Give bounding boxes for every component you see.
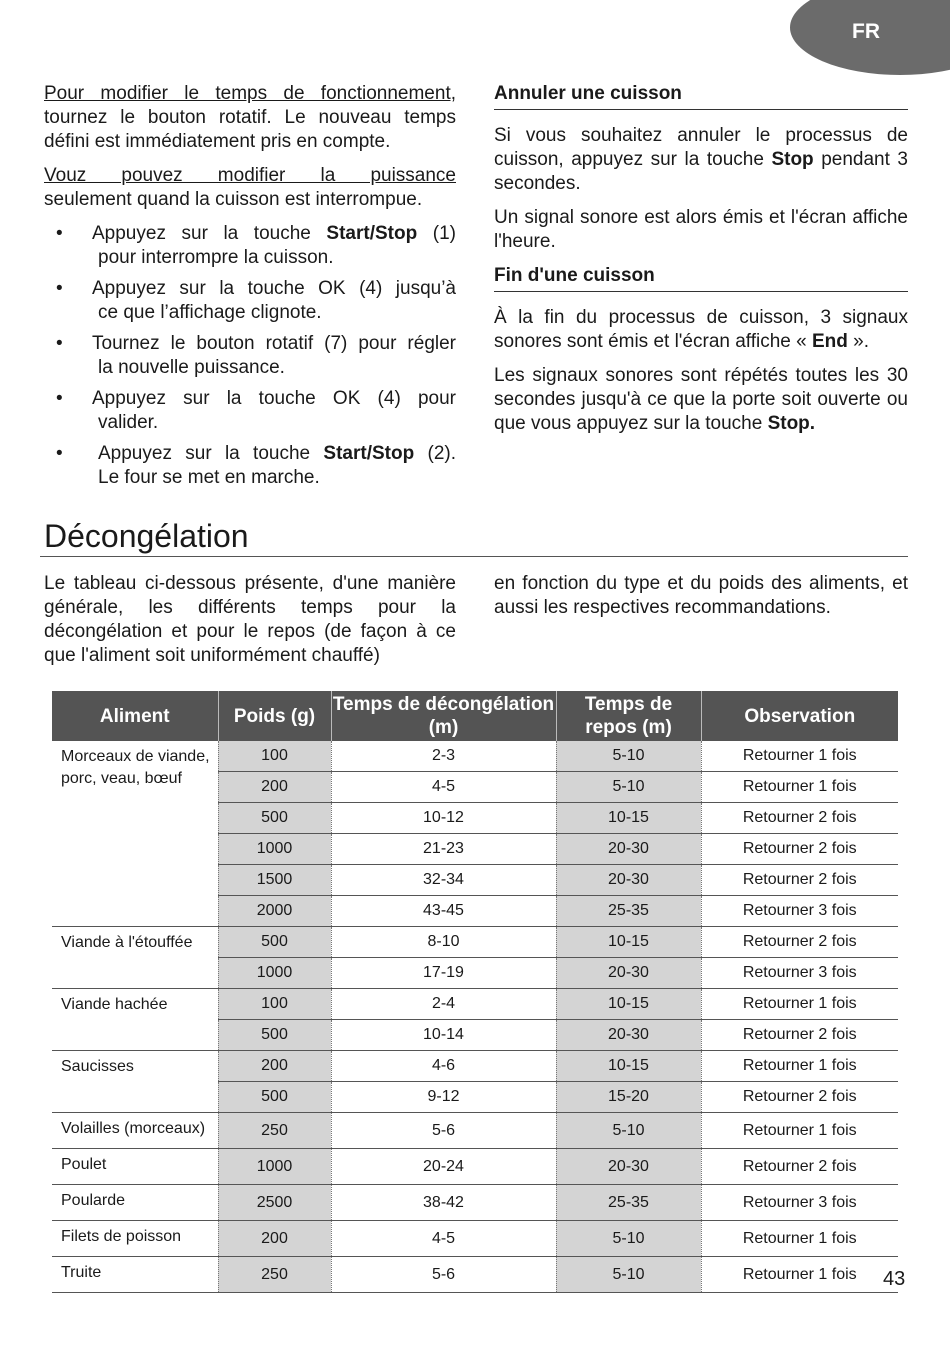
cell-weight: 200 [218,1051,331,1082]
cell-rest-time: 5-10 [556,741,701,772]
cell-weight: 200 [218,772,331,803]
cell-rest-time: 10-15 [556,1051,701,1082]
header-food: Aliment [52,691,218,741]
language-label: FR [852,20,880,43]
cell-food: Morceaux de viande, porc, veau, bœuf [52,741,218,927]
cell-rest-time: 25-35 [556,896,701,927]
cell-observation: Retourner 2 fois [701,803,898,834]
cell-rest-time: 5-10 [556,1257,701,1293]
cell-observation: Retourner 1 fois [701,1051,898,1082]
cell-observation: Retourner 1 fois [701,772,898,803]
cell-defrost-time: 5-6 [331,1257,556,1293]
cell-weight: 1000 [218,834,331,865]
cell-weight: 500 [218,803,331,834]
paragraph-power [44,164,456,212]
table-body [52,741,898,1293]
left-column [44,82,456,497]
cell-observation: Retourner 2 fois [701,1082,898,1113]
cell-observation: Retourner 1 fois [701,1113,898,1149]
cell-weight: 500 [218,1082,331,1113]
cell-food: Volailles (morceaux) [52,1113,218,1149]
cell-rest-time: 5-10 [556,1221,701,1257]
table-row [52,1185,898,1221]
cell-observation: Retourner 2 fois [701,834,898,865]
cell-food: Viande hachée [52,989,218,1051]
cell-defrost-time: 10-12 [331,803,556,834]
cell-weight: 250 [218,1113,331,1149]
table-row [52,741,898,772]
table-row [52,1113,898,1149]
list-item: • Appuyez sur la touche OK (4) pour valider. [56,388,456,433]
table-row [52,1051,898,1082]
section-title: Décongélation [44,518,249,554]
list-item: • Tournez le bouton rotatif (7) pour régler la nouvelle puissance. [56,333,456,378]
cell-defrost-time: 21-23 [331,834,556,865]
cell-weight: 1500 [218,865,331,896]
cell-defrost-time: 4-5 [331,1221,556,1257]
cell-food: Poularde [52,1185,218,1221]
cell-observation: Retourner 2 fois [701,865,898,896]
cell-defrost-time: 8-10 [331,927,556,958]
cell-food: Filets de poisson [52,1221,218,1257]
cell-observation: Retourner 1 fois [701,1257,898,1293]
cell-observation: Retourner 1 fois [701,1221,898,1257]
paragraph-text: tournez le bouton rotatif. Le nouveau temps défini est immédiatement pris en compte. [44,107,456,152]
cell-rest-time: 10-15 [556,989,701,1020]
intro-text: Le tableau ci-dessous présente, d'une manière générale, les différents temps pour la décongélation et pour le repos (de façon à ce que l'aliment soit uniformément chauffé) [44,573,456,666]
cell-defrost-time: 9-12 [331,1082,556,1113]
cell-observation: Retourner 3 fois [701,1185,898,1221]
cell-observation: Retourner 2 fois [701,1020,898,1051]
cell-observation: Retourner 1 fois [701,741,898,772]
paragraph-text: seulement quand la cuisson est interrompue. [44,189,423,210]
cell-defrost-time: 43-45 [331,896,556,927]
cell-rest-time: 10-15 [556,927,701,958]
table-row [52,989,898,1020]
table-row [52,927,898,958]
cell-rest-time: 20-30 [556,1149,701,1185]
list-item: • Appuyez sur la touche OK (4) jusqu’à ce que l’affichage clignote. [56,278,456,323]
cell-observation: Retourner 1 fois [701,989,898,1020]
cell-rest-time: 25-35 [556,1185,701,1221]
cell-defrost-time: 32-34 [331,865,556,896]
cell-rest-time: 5-10 [556,772,701,803]
right-column [494,82,908,446]
cell-weight: 2000 [218,896,331,927]
cell-rest-time: 20-30 [556,958,701,989]
cell-defrost-time: 2-4 [331,989,556,1020]
table-row [52,1149,898,1185]
cell-defrost-time: 4-6 [331,1051,556,1082]
list-item: • Appuyez sur la touche Start/Stop (1) pour interrompre la cuisson. [56,223,456,268]
cell-rest-time: 5-10 [556,1113,701,1149]
cell-weight: 1000 [218,1149,331,1185]
section-divider [40,556,908,557]
paragraph-cancel: Si vous souhaitez annuler le processus de cuisson, appuyez sur la touche Stop pendant 3 secondes. [494,125,908,194]
table-row [52,1221,898,1257]
intro-text: en fonction du type et du poids des aliments, et aussi les respectives recommandations. [494,573,908,618]
cell-food: Saucisses [52,1051,218,1113]
cell-rest-time: 15-20 [556,1082,701,1113]
heading-cancel: Annuler une cuisson [494,82,908,110]
cell-defrost-time: 5-6 [331,1113,556,1149]
underlined-text: Vouz pouvez modifier la puissance [44,165,456,186]
cell-food: Poulet [52,1149,218,1185]
cell-rest-time: 20-30 [556,865,701,896]
defrost-table [52,691,898,1293]
paragraph-repeat: Les signaux sonores sont répétés toutes les 30 secondes jusqu'à ce que la porte soit ouverte ou que vous appuyez sur la touche Stop. [494,365,908,434]
paragraph-signal: Un signal sonore est alors émis et l'écran affiche l'heure. [494,207,908,252]
paragraph-end: À la fin du processus de cuisson, 3 signaux sonores sont émis et l'écran affiche « End ». [494,307,908,352]
cell-weight: 2500 [218,1185,331,1221]
cell-weight: 500 [218,1020,331,1051]
header-rest-time: Temps de repos (m) [556,691,701,741]
cell-observation: Retourner 3 fois [701,958,898,989]
list-item: • Appuyez sur la touche Start/Stop (2). Le four se met en marche. [56,443,456,488]
cell-weight: 250 [218,1257,331,1293]
cell-observation: Retourner 2 fois [701,927,898,958]
header-defrost-time: Temps de décongélation (m) [331,691,556,741]
cell-observation: Retourner 3 fois [701,896,898,927]
cell-observation: Retourner 2 fois [701,1149,898,1185]
heading-end: Fin d'une cuisson [494,264,908,292]
cell-defrost-time: 4-5 [331,772,556,803]
cell-rest-time: 20-30 [556,834,701,865]
header-observation: Observation [701,691,898,741]
intro-right [494,572,908,630]
cell-defrost-time: 38-42 [331,1185,556,1221]
cell-weight: 100 [218,741,331,772]
cell-rest-time: 10-15 [556,803,701,834]
cell-food: Truite [52,1257,218,1293]
intro-left [44,572,456,678]
cell-rest-time: 20-30 [556,1020,701,1051]
cell-defrost-time: 2-3 [331,741,556,772]
paragraph-time [44,82,456,154]
cell-defrost-time: 10-14 [331,1020,556,1051]
cell-food: Viande à l'étouffée [52,927,218,989]
cell-defrost-time: 17-19 [331,958,556,989]
table-header-row [52,691,898,741]
table-row [52,1257,898,1293]
instruction-list [44,222,456,490]
cell-weight: 1000 [218,958,331,989]
underlined-text: Pour modifier le temps de fonctionnement, [44,83,456,104]
header-weight: Poids (g) [218,691,331,741]
cell-weight: 100 [218,989,331,1020]
cell-defrost-time: 20-24 [331,1149,556,1185]
cell-weight: 500 [218,927,331,958]
cell-weight: 200 [218,1221,331,1257]
page-number: 43 [883,1268,906,1290]
